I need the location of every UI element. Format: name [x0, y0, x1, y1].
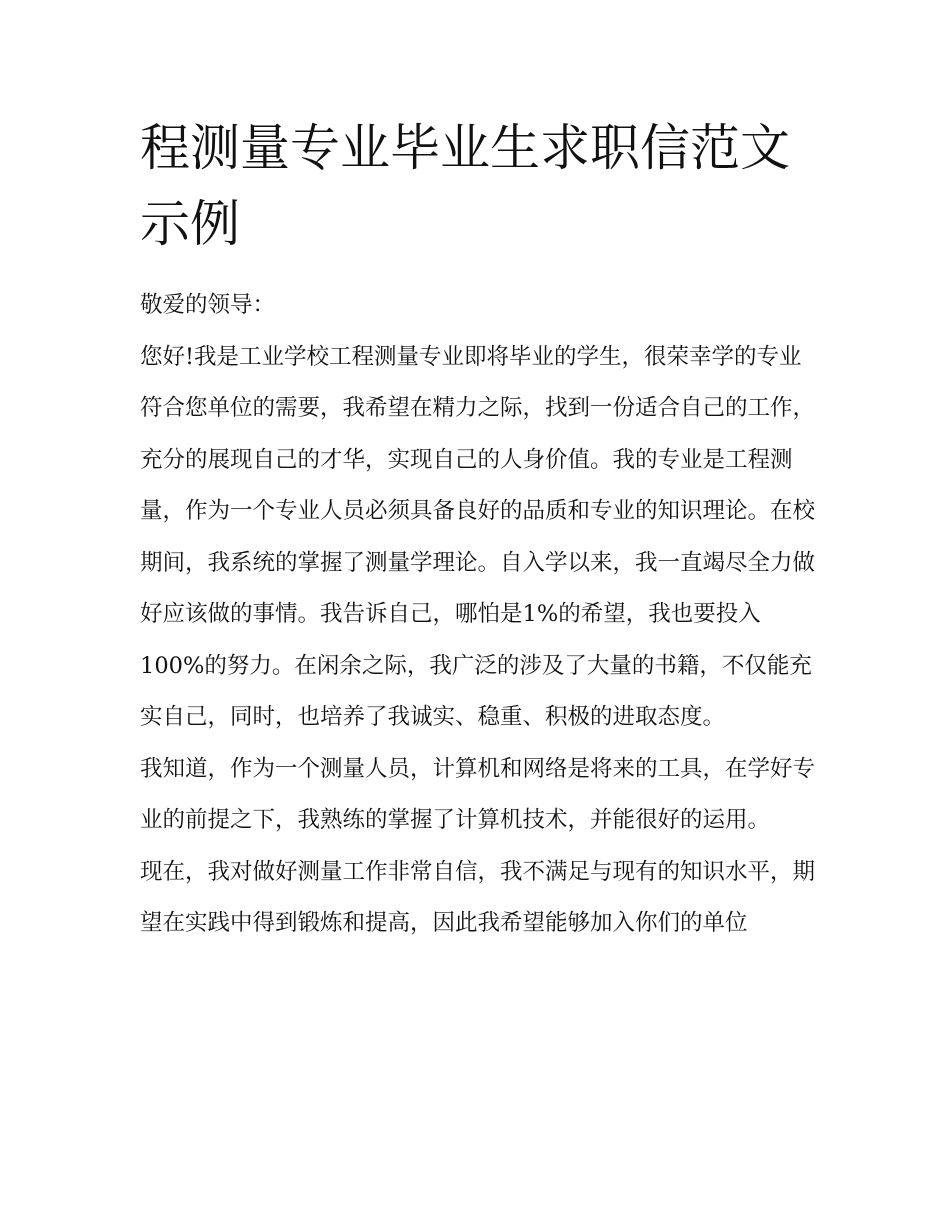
document-title: 程测量专业毕业生求职信范文示例	[140, 119, 790, 253]
document-body	[140, 280, 815, 950]
paragraph-computer-skills: 我知道，作为一个测量人员，计算机和网络是将来的工具，在学好专业的前提之下，我熟练的掌握了计算机技术，并能很好的运用。	[140, 755, 816, 833]
paragraph-intro: 您好!我是工业学校工程测量专业即将毕业的学生，很荣幸学的专业符合您单位的需要，我希望在精力之际，找到一份适合自己的工作，充分的展现自己的才华，实现自己的人身价值。我的专业是工程测量，作为一个专业人员必须具备良好的品质和专业的知识理论。在校期间，我系统的掌握了测量学理论。自入学以来，我一直竭尽全力做好应该做的事情。我告诉自己，哪怕是1%的希望，我也要投入100%的努力。在闲余之际，我广泛的涉及了大量的书籍，不仅能充实自己，同时，也培养了我诚实、稳重、积极的进取态度。	[140, 343, 816, 730]
salutation: 敬爱的领导：	[140, 292, 276, 318]
paragraph-closing: 现在，我对做好测量工作非常自信，我不满足与现有的知识水平，期望在实践中得到锻炼和提高，因此我希望能够加入你们的单位	[140, 858, 816, 936]
